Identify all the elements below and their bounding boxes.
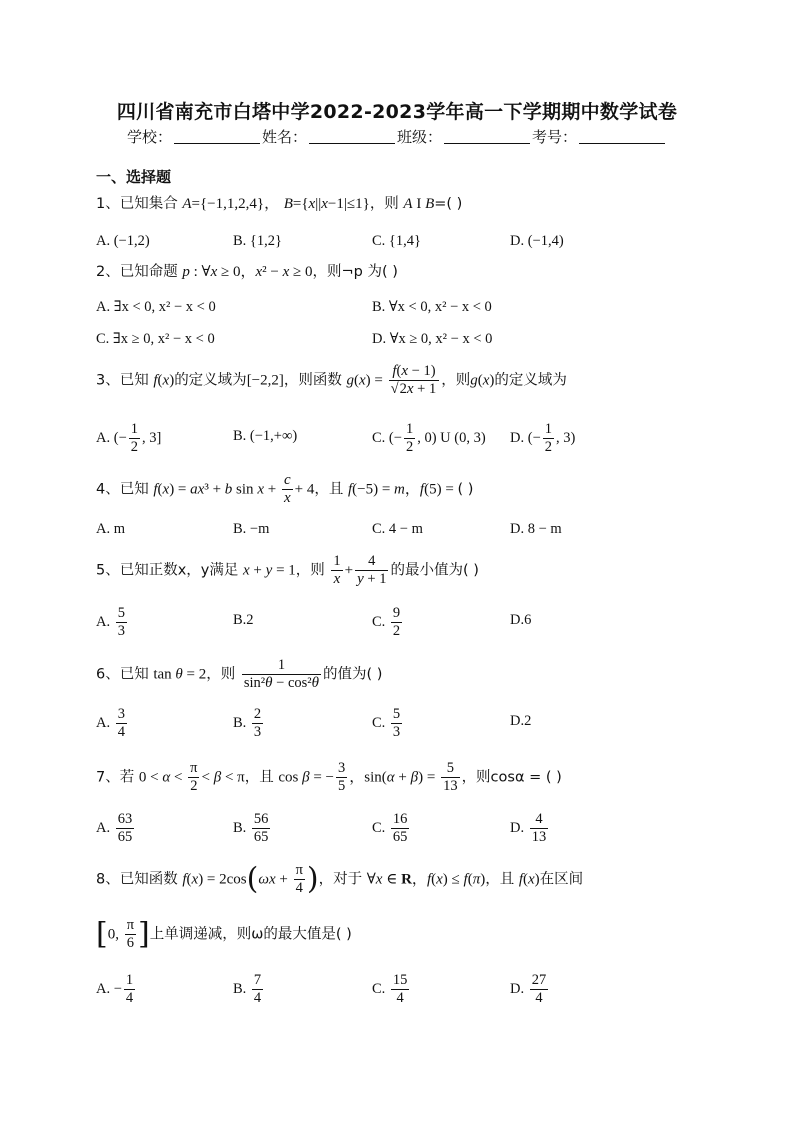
school-blank[interactable] xyxy=(174,129,260,144)
option-b[interactable]: B. ∀x < 0, x² − x < 0 xyxy=(372,299,492,315)
option-d[interactable]: D. 8 − m xyxy=(510,521,562,537)
option-a[interactable]: A. m xyxy=(96,521,125,537)
option-c[interactable]: C. ∃x ≥ 0, x² − x < 0 xyxy=(96,331,215,347)
option-b[interactable]: B. $\frac{7}{4}$ xyxy=(233,972,262,1006)
school-label: 学校： xyxy=(126,128,172,146)
formula: A xyxy=(182,196,192,212)
option-b[interactable]: B. {1,2} xyxy=(233,233,282,249)
question-8: 8、已知函数 f(x) = 2cos(ωx + $\frac{\pi}{4}$ )，对于 ∀x ∈ R，f(x) ≤ f(π)，且 f(x)在区间 xyxy=(96,861,584,897)
option-a[interactable]: A. (− $\frac{1}{2}$ , 3] xyxy=(96,421,162,455)
option-c[interactable]: C. $\frac{16}{65}$ xyxy=(372,811,408,845)
option-a[interactable]: A. $\frac{5}{3}$ xyxy=(96,605,125,639)
option-a[interactable]: A. $\frac{3}{4}$ xyxy=(96,706,125,740)
option-c[interactable]: C. (− $\frac{1}{2}$ , 0) U (0, 3) xyxy=(372,421,486,455)
option-c[interactable]: C. $\frac{15}{4}$ xyxy=(372,972,408,1006)
option-a[interactable]: A. − $\frac{1}{4}$ xyxy=(96,972,134,1006)
option-b[interactable]: B. (−1,+∞) xyxy=(233,428,298,444)
option-b[interactable]: B.2 xyxy=(233,612,254,628)
question-1: 1、已知集合 A={−1,1,2,4}， B={x||x−1|≤1}，则 A I B=( ) xyxy=(96,196,463,212)
fraction: $\frac{f(x - 1)}{√2x + 1}$ xyxy=(389,363,440,398)
option-d[interactable]: D.2 xyxy=(510,713,532,729)
option-d[interactable]: D. (− $\frac{1}{2}$ , 3) xyxy=(510,421,576,455)
option-d[interactable]: D. ∀x ≥ 0, x² − x < 0 xyxy=(372,331,493,347)
question-2: 2、已知命题 p : ∀x ≥ 0，x² − x ≥ 0，则¬p 为( ) xyxy=(96,264,398,280)
question-5: 5、已知正数x，y满足 x + y = 1，则 $\frac{1}{x}$ + $\frac{4}{y + 1}$ 的最小值为( ) xyxy=(96,553,479,587)
question-4: 4、已知 f(x) = ax³ + b sin x + $\frac{c}{x}$ + 4，且 f(−5) = m，f(5) = ( ) xyxy=(96,472,474,506)
option-d[interactable]: D. (−1,4) xyxy=(510,233,564,249)
option-c[interactable]: C. {1,4} xyxy=(372,233,421,249)
page-title: 四川省南充市白塔中学2022-2023学年高一下学期期中数学试卷 xyxy=(116,101,678,123)
option-a[interactable]: A. $\frac{63}{65}$ xyxy=(96,811,133,845)
option-c[interactable]: C. 4 − m xyxy=(372,521,423,537)
number-blank[interactable] xyxy=(579,129,665,144)
option-d[interactable]: D. $\frac{4}{13}$ xyxy=(510,811,547,845)
section-title: 一、选择题 xyxy=(96,168,172,186)
question-6: 6、已知 tan θ = 2，则 $\frac{1}{\text{sin²θ − cos²θ}}$ 的值为( ) xyxy=(96,657,383,691)
name-blank[interactable] xyxy=(309,129,395,144)
option-d[interactable]: D. $\frac{27}{4}$ xyxy=(510,972,547,1006)
option-c[interactable]: C. $\frac{9}{2}$ xyxy=(372,605,401,639)
option-a[interactable]: A. (−1,2) xyxy=(96,233,150,249)
option-b[interactable]: B. −m xyxy=(233,521,270,537)
question-3: 3、已知 f(x)的定义域为[−2,2]，则函数 g(x) = $\frac{f(x - 1)}{√2x + 1}$ ，则g(x)的定义域为 xyxy=(96,363,567,397)
name-label: 姓名： xyxy=(261,128,307,146)
student-info-line xyxy=(0,126,794,147)
number-label: 考号： xyxy=(532,128,578,146)
class-blank[interactable] xyxy=(444,129,530,144)
question-text: 1、已知集合 xyxy=(96,196,178,212)
question-7: 7、若 0 < α < $\frac{\pi}{2}$ < β < π，且 cos β = − $\frac{3}{5}$ ，sin(α + β) = $\frac{5}{13}$ ，则cosα = ( ) xyxy=(96,760,562,794)
question-8-line2: [0, $\frac{\pi}{6}$ ]上单调递减，则ω的最大值是( ) xyxy=(96,916,352,952)
class-label: 班级： xyxy=(397,128,443,146)
option-a[interactable]: A. ∃x < 0, x² − x < 0 xyxy=(96,299,216,315)
option-b[interactable]: B. $\frac{56}{65}$ xyxy=(233,811,269,845)
option-d[interactable]: D.6 xyxy=(510,612,532,628)
option-b[interactable]: B. $\frac{2}{3}$ xyxy=(233,706,262,740)
option-c[interactable]: C. $\frac{5}{3}$ xyxy=(372,706,401,740)
